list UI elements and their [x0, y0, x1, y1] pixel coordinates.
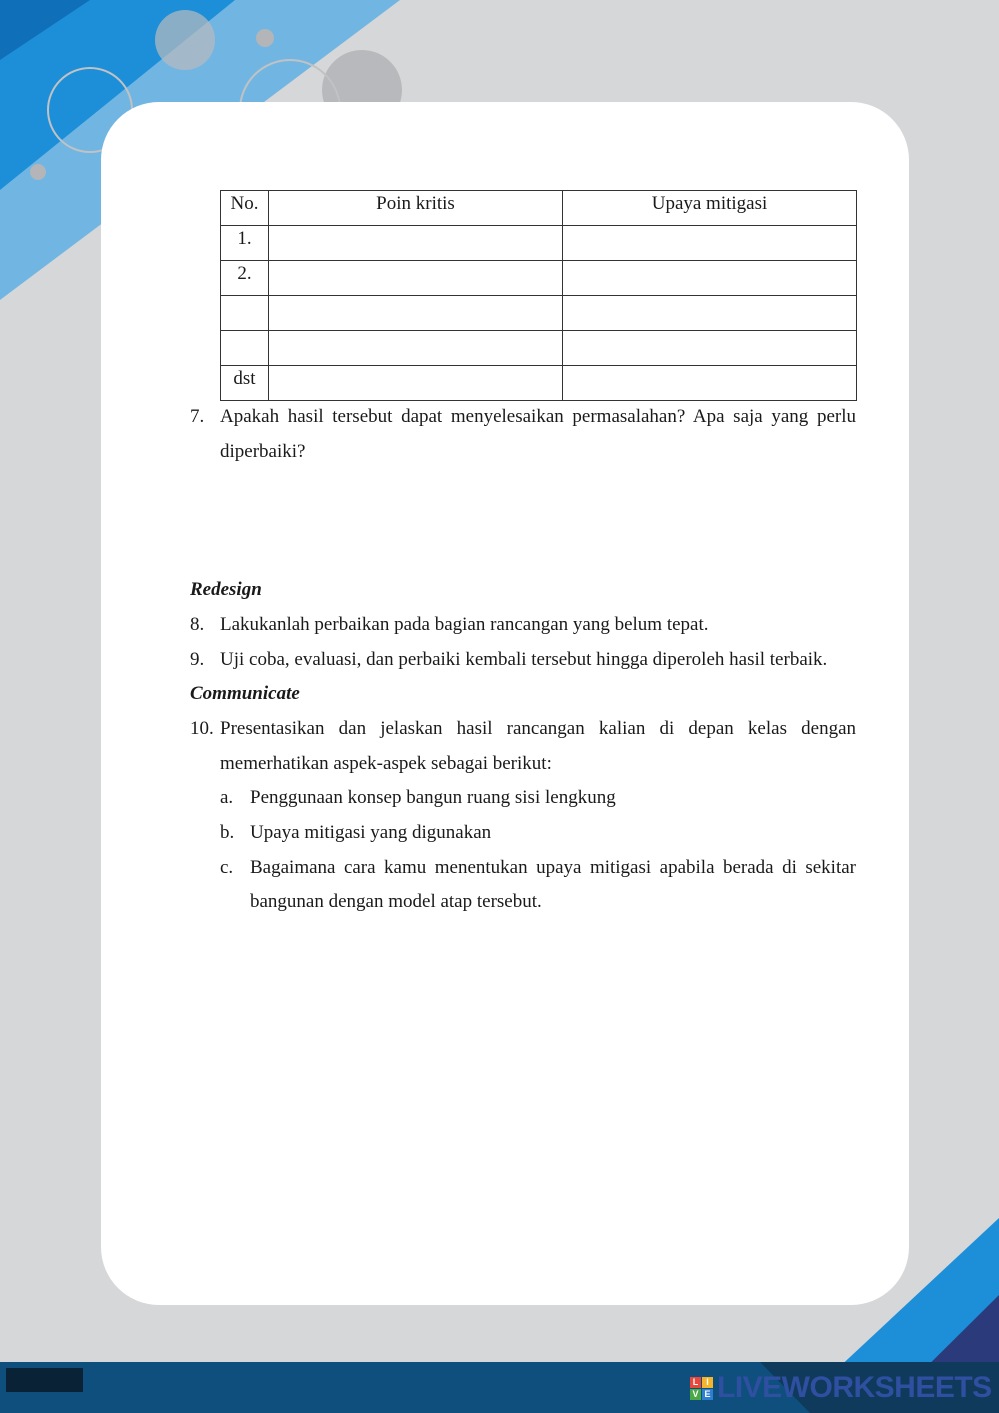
poin-cell[interactable] — [269, 226, 563, 261]
table-header-row — [221, 191, 857, 226]
upaya-cell[interactable] — [563, 296, 857, 331]
table-row — [221, 226, 857, 261]
poin-cell[interactable] — [269, 296, 563, 331]
item-c-letter: c. — [220, 857, 234, 878]
q7-text-line2: diperbaiki? — [220, 441, 306, 462]
item-c-text-line2: bangunan dengan model atap tersebut. — [250, 891, 542, 912]
q10-text-line2: memerhatikan aspek-aspek sebagai berikut: — [220, 753, 552, 774]
logo-letter-v: V — [690, 1389, 701, 1400]
q8-number: 8. — [190, 614, 205, 635]
header-no: No. — [221, 191, 269, 226]
table-row — [221, 366, 857, 401]
table-row — [221, 296, 857, 331]
poin-cell[interactable] — [269, 261, 563, 296]
table-row — [221, 261, 857, 296]
row-number: 1. — [221, 226, 269, 261]
liveworksheets-logo — [690, 1373, 992, 1403]
header-upaya-mitigasi: Upaya mitigasi — [563, 191, 857, 226]
row-number — [221, 296, 269, 331]
q10-text-line1: Presentasikan dan jelaskan hasil rancangan kalian di depan kelas dengan — [220, 718, 856, 739]
logo-icon — [690, 1377, 713, 1400]
q9-number: 9. — [190, 649, 205, 670]
logo-text: LIVEWORKSHEETS — [717, 1371, 992, 1404]
table-row — [221, 331, 857, 366]
item-c-text-line1: Bagaimana cara kamu menentukan upaya mitigasi apabila berada di sekitar — [250, 857, 856, 878]
logo-letter-l: L — [690, 1377, 701, 1388]
header-poin-kritis: Poin kritis — [269, 191, 563, 226]
upaya-cell[interactable] — [563, 366, 857, 401]
q8-text: Lakukanlah perbaikan pada bagian rancangan yang belum tepat. — [220, 614, 709, 635]
row-number: dst — [221, 366, 269, 401]
row-number: 2. — [221, 261, 269, 296]
communicate-heading: Communicate — [190, 683, 300, 704]
logo-letter-e: E — [702, 1389, 713, 1400]
item-a-text: Penggunaan konsep bangun ruang sisi lengkung — [250, 787, 616, 808]
critical-points-table — [220, 190, 857, 401]
upaya-cell[interactable] — [563, 261, 857, 296]
upaya-cell[interactable] — [563, 331, 857, 366]
item-b-letter: b. — [220, 822, 235, 843]
q9-text: Uji coba, evaluasi, dan perbaiki kembali tersebut hingga diperoleh hasil terbaik. — [220, 649, 828, 670]
poin-cell[interactable] — [269, 366, 563, 401]
poin-cell[interactable] — [269, 331, 563, 366]
redesign-heading: Redesign — [190, 579, 262, 600]
q7-number: 7. — [190, 406, 205, 427]
upaya-cell[interactable] — [563, 226, 857, 261]
item-b-text: Upaya mitigasi yang digunakan — [250, 822, 492, 843]
q7-text-line1: Apakah hasil tersebut dapat menyelesaikan permasalahan? Apa saja yang perlu — [220, 406, 856, 427]
item-a-letter: a. — [220, 787, 234, 808]
logo-letter-i: I — [702, 1377, 713, 1388]
row-number — [221, 331, 269, 366]
q10-number: 10. — [190, 718, 214, 739]
